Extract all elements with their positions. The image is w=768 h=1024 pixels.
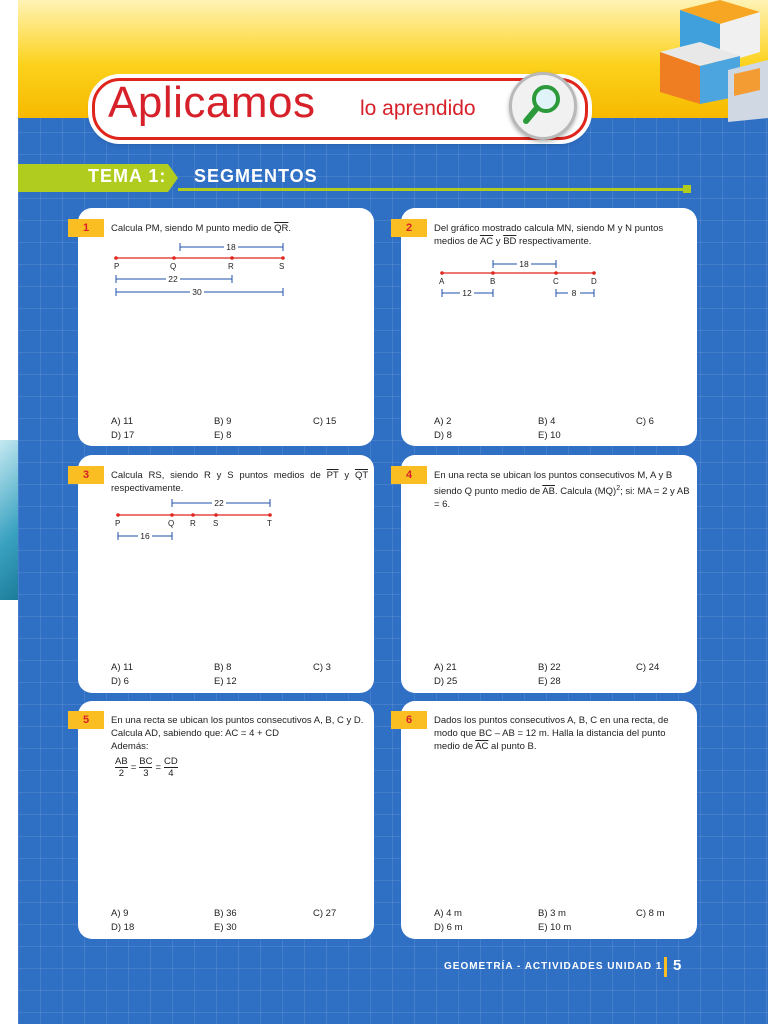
point-label: C <box>553 277 559 286</box>
option: D) 8 <box>434 430 452 441</box>
option: C) 27 <box>313 908 337 919</box>
option: B) 36 <box>214 908 237 919</box>
problem-number-5: 5 <box>68 711 104 729</box>
page-number: 5 <box>673 957 682 974</box>
fraction: $\frac{CD}{4}$ <box>164 756 178 779</box>
option: E) 30 <box>214 922 237 933</box>
measure-label: 12 <box>462 288 472 298</box>
option: E) 28 <box>538 676 561 687</box>
option: B) 22 <box>538 662 561 673</box>
point-label: P <box>115 519 121 528</box>
measure-label: 22 <box>214 498 224 508</box>
segment-diagram-2 <box>434 256 604 302</box>
option: D) 6 m <box>434 922 463 933</box>
point-label: T <box>267 519 272 528</box>
problem-number-1: 1 <box>68 219 104 237</box>
point-label: D <box>591 277 597 286</box>
option: D) 18 <box>111 922 135 933</box>
point-label: S <box>213 519 219 528</box>
problem-number-3: 3 <box>68 466 104 484</box>
option: B) 4 <box>538 416 556 427</box>
option: D) 17 <box>111 430 135 441</box>
measure-label: 16 <box>140 531 150 541</box>
problem-text-5: En una recta se ubican los puntos consecutivos A, B, C y D. Calcula AD, sabiendo que: AC = 4 + CD Además: <box>111 715 364 752</box>
tema-divider-end <box>683 185 691 193</box>
option: D) 6 <box>111 676 129 687</box>
measure-label: 22 <box>168 274 178 284</box>
option: E) 10 <box>538 430 561 441</box>
left-decoration <box>0 440 18 600</box>
fraction: $\frac{AB}{2}$ <box>115 756 128 779</box>
title-main: Aplicamos <box>108 78 316 127</box>
fraction-equation: $\frac{AB}{2}$ = $\frac{BC}{3}$ = $\frac{CD}{4}$ <box>115 756 178 779</box>
option: E) 8 <box>214 430 232 441</box>
point-label: R <box>228 262 234 271</box>
point-label: S <box>279 262 285 271</box>
measure-label: 18 <box>519 259 529 269</box>
point-label: P <box>114 262 120 271</box>
option: A) 2 <box>434 416 452 427</box>
option: C) 3 <box>313 662 331 673</box>
option: B) 9 <box>214 416 232 427</box>
problem-text-1: Calcula PM, siendo M punto medio de $\overline{QR}$. <box>111 223 292 234</box>
measure-label: 30 <box>192 287 202 297</box>
tema-title: SEGMENTOS <box>194 166 318 186</box>
problem-number-4: 4 <box>391 466 427 484</box>
point-label: A <box>439 277 445 286</box>
point-label: R <box>190 519 196 528</box>
problem-number-2: 2 <box>391 219 427 237</box>
fraction: $\frac{BC}{3}$ <box>139 756 153 779</box>
problem-text-3: Calcula RS, siendo R y S puntos medios de $\overline{PT}$ y $\overline{QT}$ respectivamente. <box>111 470 368 494</box>
problem-number-6: 6 <box>391 711 427 729</box>
option: E) 12 <box>214 676 237 687</box>
point-label: Q <box>168 519 175 528</box>
option: A) 9 <box>111 908 129 919</box>
measure-label: 8 <box>571 288 577 298</box>
point-label: Q <box>170 262 177 271</box>
option: A) 11 <box>111 662 134 673</box>
problem-text-2: Del gráfico mostrado calcula MN, siendo M y N puntos medios de $\overline{AC}$ y $\overline{BD}$ respectivamente. <box>434 223 664 247</box>
problem-text-6: Dados los puntos consecutivos A, B, C en una recta, de modo que BC – AB = 12 m. Halla la distancia del punto medio de $\overline{AC}$ al punto B. <box>434 715 669 752</box>
option: A) 21 <box>434 662 457 673</box>
option: C) 8 m <box>636 908 665 919</box>
option: D) 25 <box>434 676 458 687</box>
point-label: B <box>490 277 496 286</box>
option: A) 4 m <box>434 908 462 919</box>
tema-label: TEMA 1: <box>88 166 167 186</box>
magnifier-icon <box>509 72 577 140</box>
option: C) 15 <box>313 416 337 427</box>
option: B) 8 <box>214 662 232 673</box>
cube-decoration <box>650 0 768 122</box>
option: C) 6 <box>636 416 654 427</box>
option: C) 24 <box>636 662 660 673</box>
option: B) 3 m <box>538 908 566 919</box>
footer-divider <box>664 957 667 977</box>
problem-text-4: En una recta se ubican los puntos consecutivos M, A y B siendo Q punto medio de $\overline{AB}$. Calcula (MQ)$^2$; si: MA = 2 y AB = 6. <box>434 470 690 511</box>
segment-diagram-1 <box>108 238 298 298</box>
title-sub: lo aprendido <box>360 97 476 120</box>
option: A) 11 <box>111 416 134 427</box>
measure-label: 18 <box>226 242 236 252</box>
option: E) 10 m <box>538 922 572 933</box>
segment-diagram-3 <box>110 495 280 543</box>
tema-divider <box>178 188 685 191</box>
footer-text: GEOMETRÍA - ACTIVIDADES UNIDAD 1 <box>444 961 663 972</box>
